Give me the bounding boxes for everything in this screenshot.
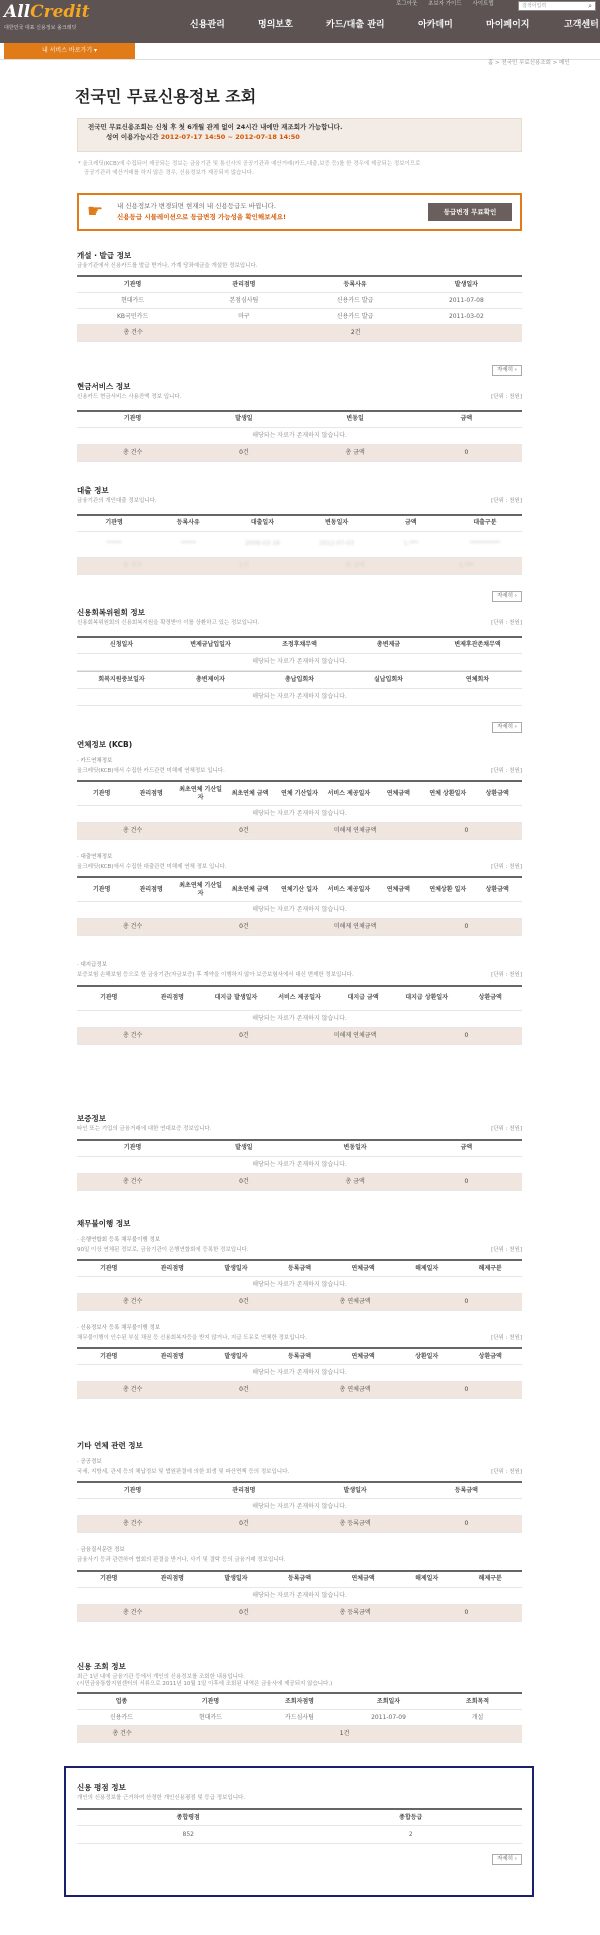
col-header: 관리점명 [160,1352,184,1360]
service-bar [0,43,600,60]
logo-accent: Credit [30,2,90,22]
col-header: 서비스 제공일자 [278,994,321,1002]
total-value: 0건 [239,448,249,456]
grade-simulation-banner [77,193,522,231]
section-desc: 올크레딧(KCB)에서 수집한 대출관련 미해제 연체 정보 입니다. [77,863,227,870]
total-value: 0건 [239,1386,249,1394]
breadcrumb: 홈 > 전국민 무료신용조회 > 메인 [488,60,570,66]
unit-label: [단위 : 천원] [491,1126,522,1132]
card-delinquency-table [77,780,522,840]
notice-period: 2012-07-17 14:50 ~ 2012-07-18 14:50 [160,132,300,141]
section-loan [77,486,522,575]
nav-card-loan[interactable]: 카드/대출 관리 [326,20,385,30]
col-header: 상환금액 [478,1352,502,1360]
total-label: 총 건수 [122,1298,143,1306]
col-header: 변동일자 [343,1144,367,1152]
col-header: 대지급 발생일자 [214,994,258,1002]
section-credit-inquiry [77,1662,522,1743]
total-label: 총 건수 [122,1177,143,1185]
sum-label: 총 금액 [345,1177,365,1185]
col-header: 관리점명 [160,1264,184,1272]
cell: 카드심사팀 [285,1713,314,1721]
cell: 2009-03-16 [244,540,280,548]
section-title: 보증정보 [77,1114,106,1123]
subrogation-table [77,985,522,1045]
col-header: 금액 [460,415,473,423]
col-header: 서비스 제공일자 [327,885,371,893]
total-value: 1건 [239,561,249,569]
nav-customer-center[interactable]: 고객센터 [564,20,599,30]
col-header: 등록사유 [343,280,367,288]
total-label: 총 건수 [122,561,143,569]
col-header: 변동일 [346,415,364,423]
sum-value: 0 [464,1298,469,1306]
unit-label: [단위 : 천원] [491,863,522,870]
section-desc: 올크레딧(KCB)에서 수집한 카드관련 미해제 연체정보 입니다. [77,767,225,774]
col-header: 종합평점 [176,1813,200,1821]
section-title: 대출 정보 [77,486,109,495]
col-header: 연체 상환일자 [429,789,467,797]
cell: ********** [469,540,500,548]
sum-label: 총 금액 [345,561,365,569]
col-header: 발생일자 [224,1575,248,1583]
section-desc: 90일 이상 연체된 정보로, 금융기관이 은행연합회에 등록한 정보입니다. [77,1246,249,1253]
col-header: 대출구분 [473,519,497,527]
cell: 본점심사팀 [229,296,259,304]
no-data-message: 해당되는 자료가 존재하지 않습니다. [252,692,347,700]
card-more-button[interactable]: 자세히 › [492,365,522,376]
section-desc: 신용회복위원회의 신용회복지원을 확정받아 이를 상환하고 있는 정보입니다. [77,620,260,626]
total-label: 총 건수 [122,1608,143,1616]
section-desc: 채무불이행이 인수된 부실 채권 등 신용회복자등을 받지 않거나, 지급 도유로 연체한 정보입니다. [77,1334,307,1341]
col-header: 조회목적 [465,1697,490,1705]
inquiry-table [77,1692,522,1743]
table-row [77,309,522,325]
card-issue-table [77,275,522,342]
col-header: 변동일자 [325,519,349,527]
col-header: 등록금액 [287,1264,312,1272]
no-data-message: 해당되는 자료가 존재하지 않습니다. [252,1160,347,1168]
no-data-message: 해당되는 자료가 존재하지 않습니다. [252,431,347,439]
cell: ***** [106,540,122,548]
col-header: 최초연체 기산일자 [179,881,222,897]
no-data-message: 해당되는 자료가 존재하지 않습니다. [252,1014,347,1022]
col-header: 기관명 [201,1697,220,1705]
col-header: 금액 [404,519,417,527]
col-header: 신청일자 [109,641,134,649]
section-desc: 신용카드 현금서비스 사용잔액 정보 입니다. [77,394,182,400]
col-header: 기관명 [100,1264,118,1272]
col-header: 연체회차 [465,675,490,683]
col-header: 기관명 [100,994,118,1002]
section-card-issue [77,251,522,342]
col-header: 등록금액 [287,1575,312,1583]
sum-label: 총 연체금액 [339,1298,371,1306]
col-header: 관리점명 [139,885,163,893]
loan-more-button[interactable]: 자세히 › [492,591,522,602]
col-header: 연체금액 [351,1575,375,1583]
total-label: 총 건수 [112,1730,132,1737]
cell: 현대카드 [198,1713,223,1721]
col-header: 총변제금 [376,641,401,649]
page-title: 전국민 무료신용정보 조회 [75,87,257,106]
sum-label: 미해제 연체금액 [333,827,377,835]
fraud-info-table [77,1570,522,1622]
col-header: 연체상환 일자 [429,885,467,893]
cell: 개설 [471,1713,484,1721]
section-desc: 금융기관에서 신용카드를 발급 받거나, 가계 당좌예금을 개설한 정보입니다. [77,263,258,269]
bullet-line1: * 올크레딧(KCB)에 수집되어 제공되는 정보는 금융기관 및 통신사의 공공기관과 예산거래(카드,대출,보증 등)를 한 경우에 제공되는 정보이므로 [78,161,421,167]
section-delinquency [77,740,522,1045]
unit-label: [단위 : 천원] [491,1468,522,1475]
cell: 신용카드 발급 [336,312,374,320]
col-header: 등록금액 [454,1486,478,1494]
unit-label: [단위 : 천원] [491,767,522,774]
nav-mypage[interactable]: 마이페이지 [486,20,530,30]
global-nav [170,20,600,40]
no-data-message: 해당되는 자료가 존재하지 않습니다. [252,1281,347,1289]
unit-label: [단위 : 천원] [491,971,522,978]
col-header: 해제구분 [478,1264,502,1272]
top-header [0,0,600,43]
subsection-title: · 신용정보사 등록 채무불이행 정보 [77,1325,161,1332]
col-header: 연체금액 [351,1264,375,1272]
section-desc: 금융기관의 개인대출 정보입니다. [77,498,157,504]
loan-delinquency-table [77,876,522,936]
subsection-title: · 대출연체정보 [77,854,113,861]
col-header: 해제일자 [415,1264,439,1272]
col-header: 해제일자 [415,1575,439,1583]
subsection-title: · 금융질서문란 정보 [77,1547,125,1554]
allcredit-logo[interactable] [4,2,96,42]
total-label: 총 건수 [123,329,143,336]
section-desc: 국세, 지방세, 관세 등의 체납정보 및 법원판결에 의한 회생 및 파산면책 등의 정보입니다. [77,1468,290,1475]
sum-value: 0 [464,1031,469,1039]
total-label: 총 건수 [122,1520,143,1528]
public-info-table [77,1481,522,1533]
highlight-box [64,1766,534,1897]
sum-label: 총 금액 [345,448,365,456]
total-value: 0건 [239,1031,249,1039]
info-bullet [78,160,523,178]
section-desc: 금융사기 등과 관련하여 협회의 판결을 받거나, 사기 및 결탁 등의 금융거래 정보입니다. [77,1556,286,1563]
section-title: 기타 연체 관련 정보 [77,1441,143,1450]
col-header: 관리점명 [232,280,256,288]
cell: 2011-03-02 [448,312,484,320]
sum-value: 0 [464,923,469,931]
col-header: 연체 기산일자 [281,789,318,797]
col-header: 기관명 [123,1486,142,1494]
total-row [77,325,522,342]
search-input[interactable] [518,1,596,11]
col-header: 최초연체 금액 [231,789,269,797]
total-value: 0건 [239,827,249,835]
table-row [77,1710,522,1726]
col-header: 금액 [460,1144,473,1152]
col-header: 대지급 금액 [347,994,379,1002]
sum-value: 0 [464,1608,469,1616]
cell: 2011-07-08 [448,296,484,304]
col-header: 발생일자 [224,1264,248,1272]
col-header: 조회자점명 [285,1697,314,1705]
subsection-title: · 대지급정보 [77,962,108,969]
promo-line1: 내 신용정보가 변경되면 현재의 내 신용등급도 바뀝니다. [117,202,276,210]
col-header: 기관명 [100,1575,118,1583]
cell: 신용카드 [109,1713,134,1721]
section-title: 채무불이행 정보 [77,1219,131,1228]
col-header: 관리점명 [139,789,163,797]
total-value: 0건 [239,1177,249,1185]
search-placeholder: 검색어입력 [522,3,547,9]
cell: 2012-07-03 [319,540,355,548]
cash-table [77,410,522,462]
col-header: 조정후채무액 [282,641,317,649]
col-header: 실납입회차 [374,675,403,683]
score-more-button[interactable]: 자세히 › [492,1854,522,1865]
col-header: 상환금액 [485,789,509,797]
col-header: 관리점명 [160,1575,184,1583]
beginner-guide-link[interactable]: 초보자 가이드 [428,1,462,7]
cell: 1,*** [403,540,419,548]
total-value: 0건 [239,1520,249,1528]
col-header: 변제금납입일자 [190,641,231,649]
col-header: 발생일자 [454,280,478,288]
total-label: 총 건수 [122,1386,143,1394]
section-credit-recovery [77,608,522,706]
subsection-title: · 은행연합회 등록 채무불이행 정보 [77,1237,161,1243]
col-header: 조회일자 [376,1697,401,1705]
section-title: 개설 · 발급 정보 [77,251,132,260]
col-header: 발생일자 [343,1486,367,1494]
col-header: 연체금액 [386,789,410,797]
col-header: 기관명 [93,789,111,797]
col-header: 서비스 제공일자 [327,789,371,797]
col-header: 발생일자 [224,1352,248,1360]
col-header: 기관명 [105,519,123,527]
cell: 현대카드 [121,296,145,304]
col-header: 상환금액 [478,994,502,1002]
cell: ***** [180,540,196,548]
total-grade: 2 [408,1830,413,1838]
sum-label: 총 등록금액 [339,1520,371,1528]
inquiry-notice [77,118,522,152]
notice-line1: 전국민 무료신용조회는 신청 후 첫 6개월 관계 없이 24시간 내에만 재조회가 가능합니다. [88,123,343,131]
table-row [77,532,522,558]
logout-link[interactable]: 로그아웃 [396,1,418,7]
col-header: 기관명 [123,280,142,288]
sum-value: 0 [464,827,469,835]
col-header: 최초연체 금액 [231,885,269,893]
col-header: 종합등급 [399,1813,423,1821]
total-label: 총 건수 [122,827,143,835]
col-header: 기관명 [93,885,111,893]
no-data-message: 해당되는 자료가 존재하지 않습니다. [252,1503,347,1511]
total-value: 0건 [239,1608,249,1616]
col-header: 기관명 [123,1144,142,1152]
col-header: 총변제이자 [196,675,225,683]
section-other-delinquency [77,1441,522,1622]
recovery-more-button[interactable]: 자세히 › [492,722,522,733]
search-icon[interactable]: ⌕ [588,2,592,10]
utility-links [396,1,503,11]
col-header: 관리점명 [160,994,184,1002]
unit-label: [단위 : 천원] [491,498,522,504]
cell: 2011-07-09 [371,1713,406,1721]
sum-label: 총 등록금액 [339,1608,371,1616]
col-header: 해제구분 [478,1575,502,1583]
subsection-title: · 카드연체정보 [77,758,113,764]
sum-value: 0 [464,1520,469,1528]
nav-credit-management[interactable]: 신용관리 [190,20,225,30]
recovery-table [77,636,522,706]
col-header: 등록금액 [287,1352,312,1360]
no-data-message: 해당되는 자료가 존재하지 않습니다. [252,1369,347,1377]
section-desc-note: (시민금융통합지원센터의 서류으로 2011년 10월 1일 이후에 조회된 내역은 금융사에 제공되지 않습니다.) [77,1681,333,1687]
sitemap-link[interactable]: 사이트맵 [472,1,494,7]
cell: 신용카드 발급 [336,296,374,304]
col-header: 연체기산 일자 [281,885,318,893]
col-header: 등록사유 [176,519,200,527]
sum-value: 0 [464,1177,469,1185]
sum-value: 0 [464,1386,469,1394]
promo-line2: 신용등급 시뮬레이션으로 등급변경 가능성을 확인해보세요! [117,213,286,221]
col-header: 대지급 상환일자 [405,994,449,1002]
section-title: 신용회복위원회 정보 [77,608,145,617]
section-desc: 보증보험 손해보험 등으로 한 금융기관(자금보증) 후 계약을 이행하지 않아 보증보험사에서 대신 변제한 정보입니다. [77,971,354,978]
unit-label: [단위 : 천원] [491,1334,522,1341]
loan-table [77,514,522,575]
sum-value: 1,*** [459,561,474,569]
section-title: 신용 평점 정보 [77,1783,126,1792]
col-header: 관리점명 [232,1486,256,1494]
unit-label: [단위 : 천원] [491,1246,522,1253]
cell: 마구 [238,312,250,320]
no-data-message: 해당되는 자료가 존재하지 않습니다. [252,906,347,914]
total-value: 0건 [239,923,249,931]
col-header: 연체금액 [351,1352,375,1360]
logo-main: All [4,2,31,22]
col-header: 기관명 [100,1352,118,1360]
bank-default-table [77,1259,522,1311]
table-row [77,293,522,309]
creditinfo-default-table [77,1347,522,1399]
col-header: 상환일자 [415,1352,439,1360]
col-header: 연체금액 [386,885,410,893]
sum-label: 총 연체금액 [339,1386,371,1394]
section-cash-service [77,382,522,462]
logo-subtitle: 대한민국 대표 신용정보 올크레딧 [4,25,77,31]
section-default [77,1219,522,1399]
unit-label: [단위 : 천원] [491,620,522,626]
col-header: 최초연체 기산일자 [179,785,222,801]
guarantee-table [77,1139,522,1191]
sum-label: 미해제 연체금액 [333,923,377,931]
nav-identity-protection[interactable]: 명의보호 [258,20,293,30]
total-label: 총 건수 [122,448,143,456]
unit-label: [단위 : 천원] [491,394,522,400]
total-value: 1건 [339,1730,350,1737]
col-header: 기관명 [123,415,142,423]
sum-value: 0 [464,448,469,456]
total-label: 총 건수 [122,1031,143,1039]
col-header: 상환금액 [485,885,509,893]
subsection-title: · 공공정보 [77,1459,102,1465]
total-value: 0건 [239,1298,249,1306]
notice-period-label: 성여 이용가능시간 [106,132,159,141]
no-data-message: 해당되는 자료가 존재하지 않습니다. [252,810,347,818]
col-header: 발생일 [235,415,253,423]
cell: KB국민카드 [117,312,149,320]
no-data-message: 해당되는 자료가 존재하지 않습니다. [252,657,347,665]
nav-academy[interactable]: 아카데미 [418,20,453,30]
col-header: 대출일자 [250,519,275,527]
section-desc: 타인 또는 기업의 금융거래에 대한 연대보증 정보입니다. [77,1126,212,1132]
col-header: 업종 [115,1697,128,1705]
grade-change-check-button[interactable]: 등급변경 무료확인 [428,203,512,221]
section-desc: 최근 1년 내에 금융기관 등에서 개인의 신용정보를 조회한 내용입니다. [77,1674,246,1680]
section-desc: 개인의 신용정보를 근거하여 산정한 개인신용평점 및 등급 정보입니다. [77,1795,246,1801]
col-header: 변제후잔존채무액 [454,641,501,649]
section-title: 신용 조회 정보 [77,1662,126,1671]
section-title: 연체정보 (KCB) [77,740,133,749]
col-header: 총납입회차 [285,675,314,683]
sum-label: 미해제 연체금액 [333,1031,377,1039]
total-score: 852 [182,1830,194,1838]
no-data-message: 해당되는 자료가 존재하지 않습니다. [252,1591,347,1599]
col-header: 발생일 [235,1144,253,1152]
section-guarantee [77,1114,522,1191]
my-service-button[interactable]: 내 서비스 바로가기 ▾ [4,43,135,59]
section-title: 현금서비스 정보 [77,382,131,391]
total-value: 2건 [350,329,361,336]
bullet-line2: 공공기관과 예산거래를 하지 않은 경우, 신용정보가 제공되지 않습니다. [84,170,254,176]
col-header: 회복지원중보일자 [98,675,145,683]
hand-pointer-icon: ☛ [87,201,104,222]
total-label: 총 건수 [122,923,143,931]
